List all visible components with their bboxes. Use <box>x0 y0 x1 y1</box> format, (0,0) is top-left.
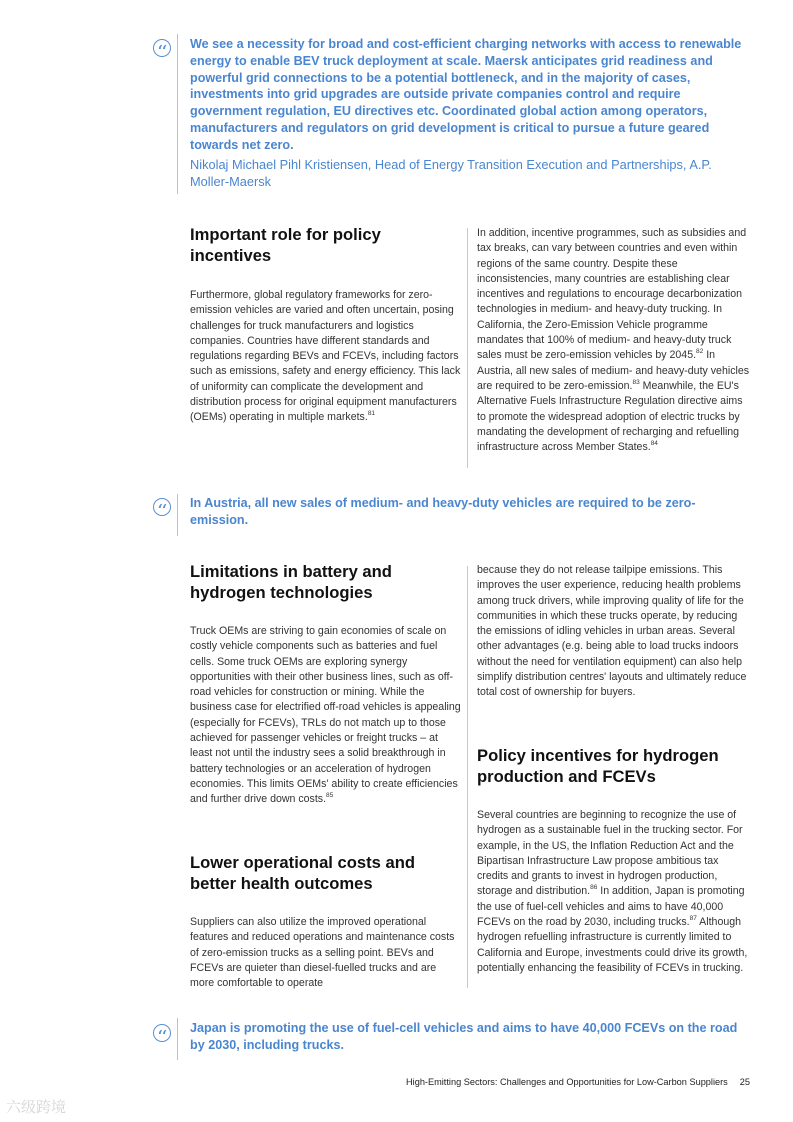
heading-operational-costs: Lower operational costs and better health outcomes <box>190 853 415 893</box>
paragraph-text: In addition, incentive programmes, such as subsidies and tax breaks, can vary between countries and even within regions of the same country. Despite these inconsistencies, many countries are establishing clear incentives and regulations to encourage decarbonization technologies in medium- and heavy-duty trucking. In California, the Zero-Emission Vehicle programme mandates that 100% of medium- and heavy-duty truck sales must be zero-emission vehicles by 2045. <box>477 227 747 362</box>
quote-rule <box>177 1018 178 1060</box>
watermark: 六级跨境 <box>6 1098 67 1116</box>
paragraph-text: Furthermore, global regulatory frameworks for zero-emission vehicles are varied and often uncertain, posing challenges for truck manufacturers and logistics companies. Countries have different standards and regulations regarding BEVs and FCEVs, including factors such as emissions, safety and energy efficiency. This lack of uniformity can complicate the development and distribution process for original equipment manufacturers (OEMs) operating in multiple markets. <box>190 289 461 424</box>
quote-rule <box>177 34 178 194</box>
paragraph-operational-costs: Suppliers can also utilize the improved operational features and reduced operations and maintenance costs of zero-emission trucks as a selling point. BEVs and FCEVs are quieter than diesel-fuelled trucks and are more comfortable to operate <box>190 916 455 990</box>
quote-icon: ‘‘ <box>153 39 171 57</box>
footnote-ref: 87 <box>689 915 697 923</box>
paragraph-text: Truck OEMs are striving to gain economies of scale on costly vehicle components such as batteries and fuel cells. Some truck OEMs are exploring synergy opportunities with their other business lines, such as off-road vehicles for construction or mining. While the business case for electrified off-road vehicles is appealing (especially for FCEVs), TRLs do not match up to those achieved for passenger vehicles or freight trucks – at least not until the industry sees a solid breakthrough in battery technologies or an acceleration of hydrogen economies. This limits OEMs' ability to create efficiencies and further drive down costs. <box>190 625 461 806</box>
paragraph-text: In addition, Japan is promoting the use of fuel-cell vehicles and aims to have 40,000 FCEVs on the road by 2030, including trucks. <box>477 885 745 929</box>
paragraph-regulatory-frameworks <box>190 288 462 426</box>
column-divider <box>467 566 468 988</box>
paragraph-limitations <box>190 624 462 808</box>
heading-policy-incentives: Important role for policy incentives <box>190 225 381 265</box>
quote-attribution: Nikolaj Michael Pihl Kristiensen, Head of Energy Transition Execution and Partnerships, A.P. Moller-Maersk <box>190 157 712 189</box>
footnote-ref: 85 <box>326 792 334 800</box>
quote-rule <box>177 494 178 536</box>
paragraph-text: In Austria, all new sales of medium- and heavy-duty vehicles are required to be zero-emission. <box>477 349 750 392</box>
page-footer <box>330 1077 750 1087</box>
pull-quote-3: Japan is promoting the use of fuel-cell vehicles and aims to have 40,000 FCEVs on the road by 2030, including trucks. <box>190 1021 738 1052</box>
paragraph-hydrogen-policy <box>477 808 751 976</box>
pull-quote-2: In Austria, all new sales of medium- and heavy-duty vehicles are required to be zero-emission. <box>190 496 696 527</box>
page-number: 25 <box>739 1077 750 1087</box>
paragraph-text: Meanwhile, the EU's Alternative Fuels Infrastructure Regulation directive aims to promote the widespread adoption of electric trucks by mandating the development of recharging and refuelling infrastructure across Member States. <box>477 379 743 454</box>
paragraph-health-continued: because they do not release tailpipe emissions. This improves the user experience, reducing health problems among truck drivers, while improving quality of life for the communities in which these trucks operate, by reducing the emissions of idling vehicles in urban areas. Several other advantages (e.g. being able to load trucks indoors without the need for ventilation equipment) can also help simplify distribution centres' layouts and ultimately reduce total cost of ownership for buyers. <box>477 564 747 699</box>
pull-quote-1: We see a necessity for broad and cost-efficient charging networks with access to renewable energy to enable BEV truck deployment at scale. Maersk anticipates grid readiness and powerful grid connections to be a potential bottleneck, and in the majority of cases, investments into grid upgrades are outside private companies control and require government regulation, EU directives etc. Coordinated global action among operators, manufacturers and regulators on grid development is critical to pursue a future geared towards net zero. <box>190 37 742 152</box>
paragraph-incentive-programmes <box>477 226 751 455</box>
footer-title: High-Emitting Sectors: Challenges and Opportunities for Low-Carbon Suppliers <box>406 1077 728 1087</box>
footnote-ref: 82 <box>696 348 704 356</box>
footnote-ref: 83 <box>632 378 640 386</box>
column-divider <box>467 228 468 468</box>
heading-limitations: Limitations in battery and hydrogen technologies <box>190 562 392 602</box>
heading-hydrogen-policy: Policy incentives for hydrogen production and FCEVs <box>477 746 719 786</box>
footnote-ref: 86 <box>590 884 598 892</box>
quote-icon: ‘‘ <box>153 1024 171 1042</box>
footnote-ref: 84 <box>650 440 658 448</box>
footnote-ref: 81 <box>367 410 376 418</box>
paragraph-text: Several countries are beginning to recognize the use of hydrogen as a sustainable fuel in the trucking sector. For example, in the US, the Inflation Reduction Act and the Bipartisan Infrastructure Law propose ambitious tax credits and grants to invest in hydrogen production, storage and distribution. <box>477 809 743 898</box>
quote-icon: ‘‘ <box>153 498 171 516</box>
paragraph-text: Although hydrogen refuelling infrastructure is currently limited to California and Europe, investments could drive its growth, potentially enhancing the feasibility of FCEVs in trucking. <box>477 916 748 974</box>
